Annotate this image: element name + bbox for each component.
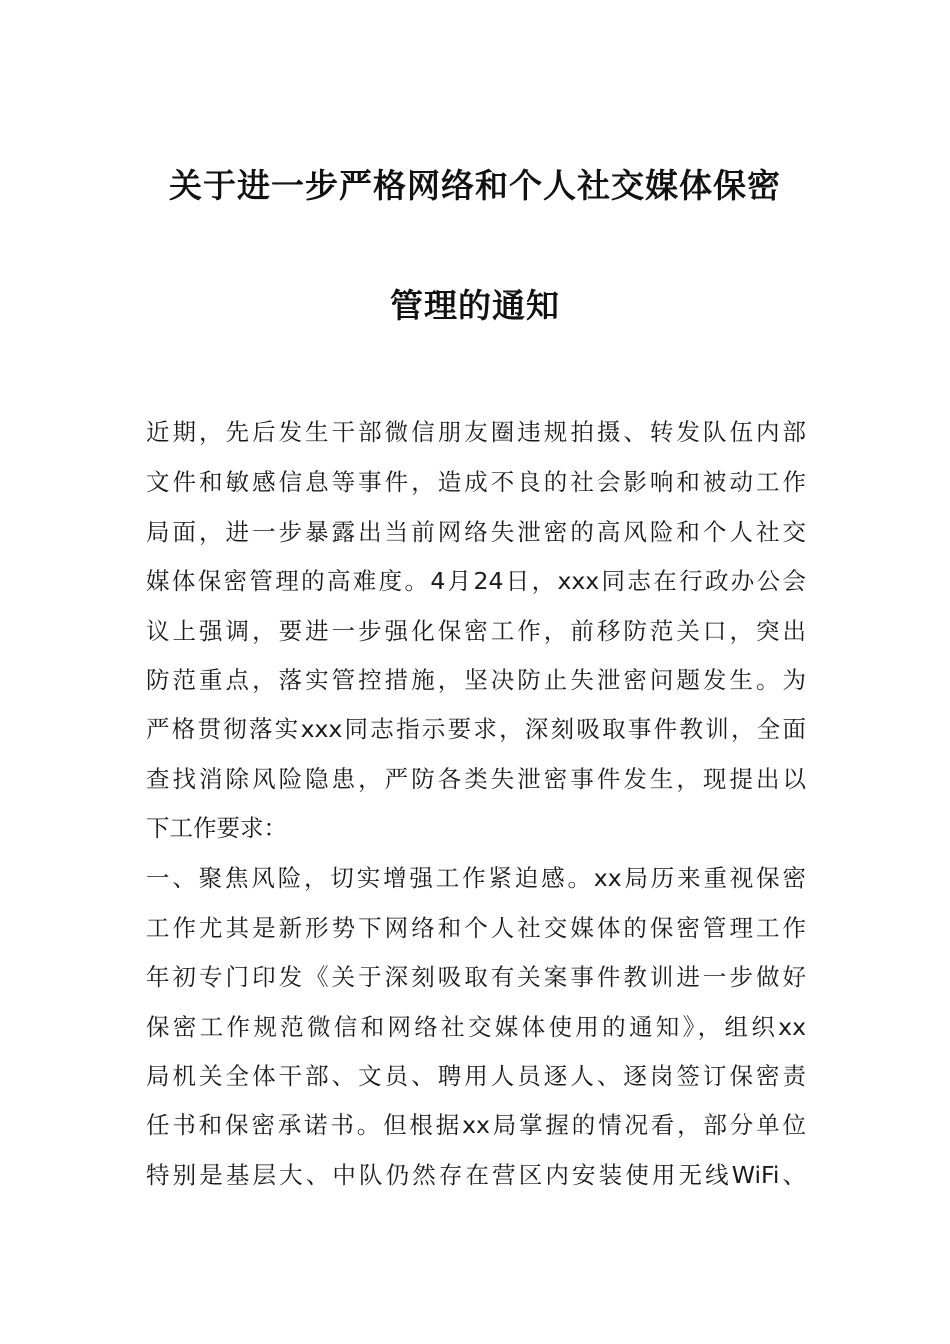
body-text-line: 严格贯彻落实xxx同志指示要求，深刻吸取事件教训，全面 — [146, 715, 806, 743]
document-title-line-2: 管理的通知 — [390, 286, 560, 325]
body-text-line: 保密工作规范微信和网络社交媒体使用的通知》，组织xx — [146, 1013, 806, 1041]
body-text-line: 下工作要求： — [146, 814, 287, 842]
body-text-line: 近期，先后发生干部微信朋友圈违规拍摄、转发队伍内部 — [146, 418, 806, 446]
body-text-line: 议上强调，要进一步强化保密工作，前移防范关口，突出 — [146, 617, 806, 645]
body-text-line: 查找消除风险隐患，严防各类失泄密事件发生，现提出以 — [146, 765, 806, 793]
body-text-line: 媒体保密管理的高难度。4月24日，xxx同志在行政办公会 — [146, 567, 806, 595]
body-text-line: 任书和保密承诺书。但根据xx局掌握的情况看，部分单位 — [146, 1111, 806, 1139]
body-text-line: 局面，进一步暴露出当前网络失泄密的高风险和个人社交 — [146, 518, 806, 546]
body-text-line: 特别是基层大、中队仍然存在营区内安装使用无线WiFi、 — [146, 1161, 806, 1189]
body-text-line: 文件和敏感信息等事件，造成不良的社会影响和被动工作 — [146, 468, 806, 496]
body-text-line: 防范重点，落实管控措施，坚决防止失泄密问题发生。为 — [146, 666, 806, 694]
body-text-line: 年初专门印发《关于深刻吸取有关案事件教训进一步做好 — [146, 963, 806, 991]
body-text-line: 一、聚焦风险，切实增强工作紧迫感。xx局历来重视保密 — [146, 864, 806, 892]
body-text-line: 工作尤其是新形势下网络和个人社交媒体的保密管理工作 — [146, 914, 806, 942]
body-text-line: 局机关全体干部、文员、聘用人员逐人、逐岗签订保密责 — [146, 1062, 806, 1090]
document-title-line-1: 关于进一步严格网络和个人社交媒体保密 — [169, 166, 781, 205]
